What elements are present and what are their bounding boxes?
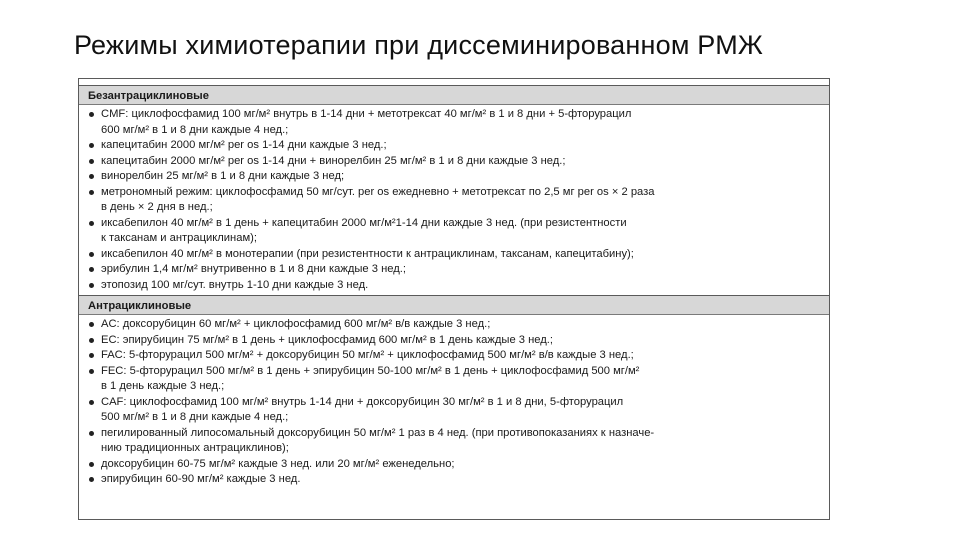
slide-title: Режимы химиотерапии при диссеминированном РМЖ bbox=[74, 30, 764, 60]
list-item: пегилированный липосомальный доксорубицин 50 мг/м² 1 раз в 4 нед. (при противопоказаниях к назначе- нию традиционных антрациклинов); bbox=[88, 426, 821, 457]
list-item: эпирубицин 60-90 мг/м² каждые 3 нед. bbox=[88, 472, 821, 488]
bullet-icon bbox=[89, 462, 94, 467]
list-item: FAC: 5-фторурацил 500 мг/м² + доксорубицин 50 мг/м² + циклофосфамид 500 мг/м² в/в каждые 3 нед.; bbox=[88, 348, 821, 364]
non-anthracycline-list bbox=[79, 105, 829, 293]
list-item: FEC: 5-фторурацил 500 мг/м² в 1 день + эпирубицин 50-100 мг/м² в 1 день + циклофосфамид 500 мг/м² в 1 день каждые 3 нед.; bbox=[88, 364, 821, 395]
list-item: капецитабин 2000 мг/м² per os 1-14 дни + винорелбин 25 мг/м² в 1 и 8 дни каждые 3 нед.; bbox=[88, 154, 821, 170]
list-item: доксорубицин 60-75 мг/м² каждые 3 нед. или 20 мг/м² еженедельно; bbox=[88, 457, 821, 473]
list-item: этопозид 100 мг/сут. внутрь 1-10 дни каждые 3 нед. bbox=[88, 278, 821, 294]
bullet-icon bbox=[89, 369, 94, 374]
list-item: эрибулин 1,4 мг/м² внутривенно в 1 и 8 дни каждые 3 нед.; bbox=[88, 262, 821, 278]
bullet-icon bbox=[89, 477, 94, 482]
bullet-icon bbox=[89, 112, 94, 117]
list-item: капецитабин 2000 мг/м² per os 1-14 дни каждые 3 нед.; bbox=[88, 138, 821, 154]
bullet-icon bbox=[89, 400, 94, 405]
bullet-icon bbox=[89, 174, 94, 179]
list-item: метрономный режим: циклофосфамид 50 мг/сут. per os ежедневно + метотрексат по 2,5 мг per os × 2 раза в день × 2 дня в нед.; bbox=[88, 185, 821, 216]
list-item: иксабепилон 40 мг/м² в 1 день + капецитабин 2000 мг/м²1-14 дни каждые 3 нед. (при резистентности к таксанам и антрациклинам); bbox=[88, 216, 821, 247]
bullet-icon bbox=[89, 159, 94, 164]
anthracycline-list bbox=[79, 315, 829, 488]
section-heading-anthracycline: Антрациклиновые bbox=[79, 295, 829, 315]
bullet-icon bbox=[89, 353, 94, 358]
bullet-icon bbox=[89, 252, 94, 257]
list-item: винорелбин 25 мг/м² в 1 и 8 дни каждые 3 нед; bbox=[88, 169, 821, 185]
bullet-icon bbox=[89, 283, 94, 288]
bullet-icon bbox=[89, 338, 94, 343]
list-item: EC: эпирубицин 75 мг/м² в 1 день + циклофосфамид 600 мг/м² в 1 день каждые 3 нед.; bbox=[88, 333, 821, 349]
list-item: иксабепилон 40 мг/м² в монотерапии (при резистентности к антрациклинам, таксанам, капецитабину); bbox=[88, 247, 821, 263]
list-item: CAF: циклофосфамид 100 мг/м² внутрь 1-14 дни + доксорубицин 30 мг/м² в 1 и 8 дни, 5-фторурацил 500 мг/м² в 1 и 8 дни каждые 4 нед.; bbox=[88, 395, 821, 426]
bullet-icon bbox=[89, 190, 94, 195]
regimens-table bbox=[78, 78, 830, 520]
bullet-icon bbox=[89, 322, 94, 327]
list-item: AC: доксорубицин 60 мг/м² + циклофосфамид 600 мг/м² в/в каждые 3 нед.; bbox=[88, 317, 821, 333]
bullet-icon bbox=[89, 143, 94, 148]
bullet-icon bbox=[89, 431, 94, 436]
bullet-icon bbox=[89, 221, 94, 226]
list-item: CMF: циклофосфамид 100 мг/м² внутрь в 1-14 дни + метотрексат 40 мг/м² в 1 и 8 дни + 5-фторурацил 600 мг/м² в 1 и 8 дни каждые 4 нед.; bbox=[88, 107, 821, 138]
bullet-icon bbox=[89, 267, 94, 272]
section-heading-non-anthracycline: Безантрациклиновые bbox=[79, 85, 829, 105]
